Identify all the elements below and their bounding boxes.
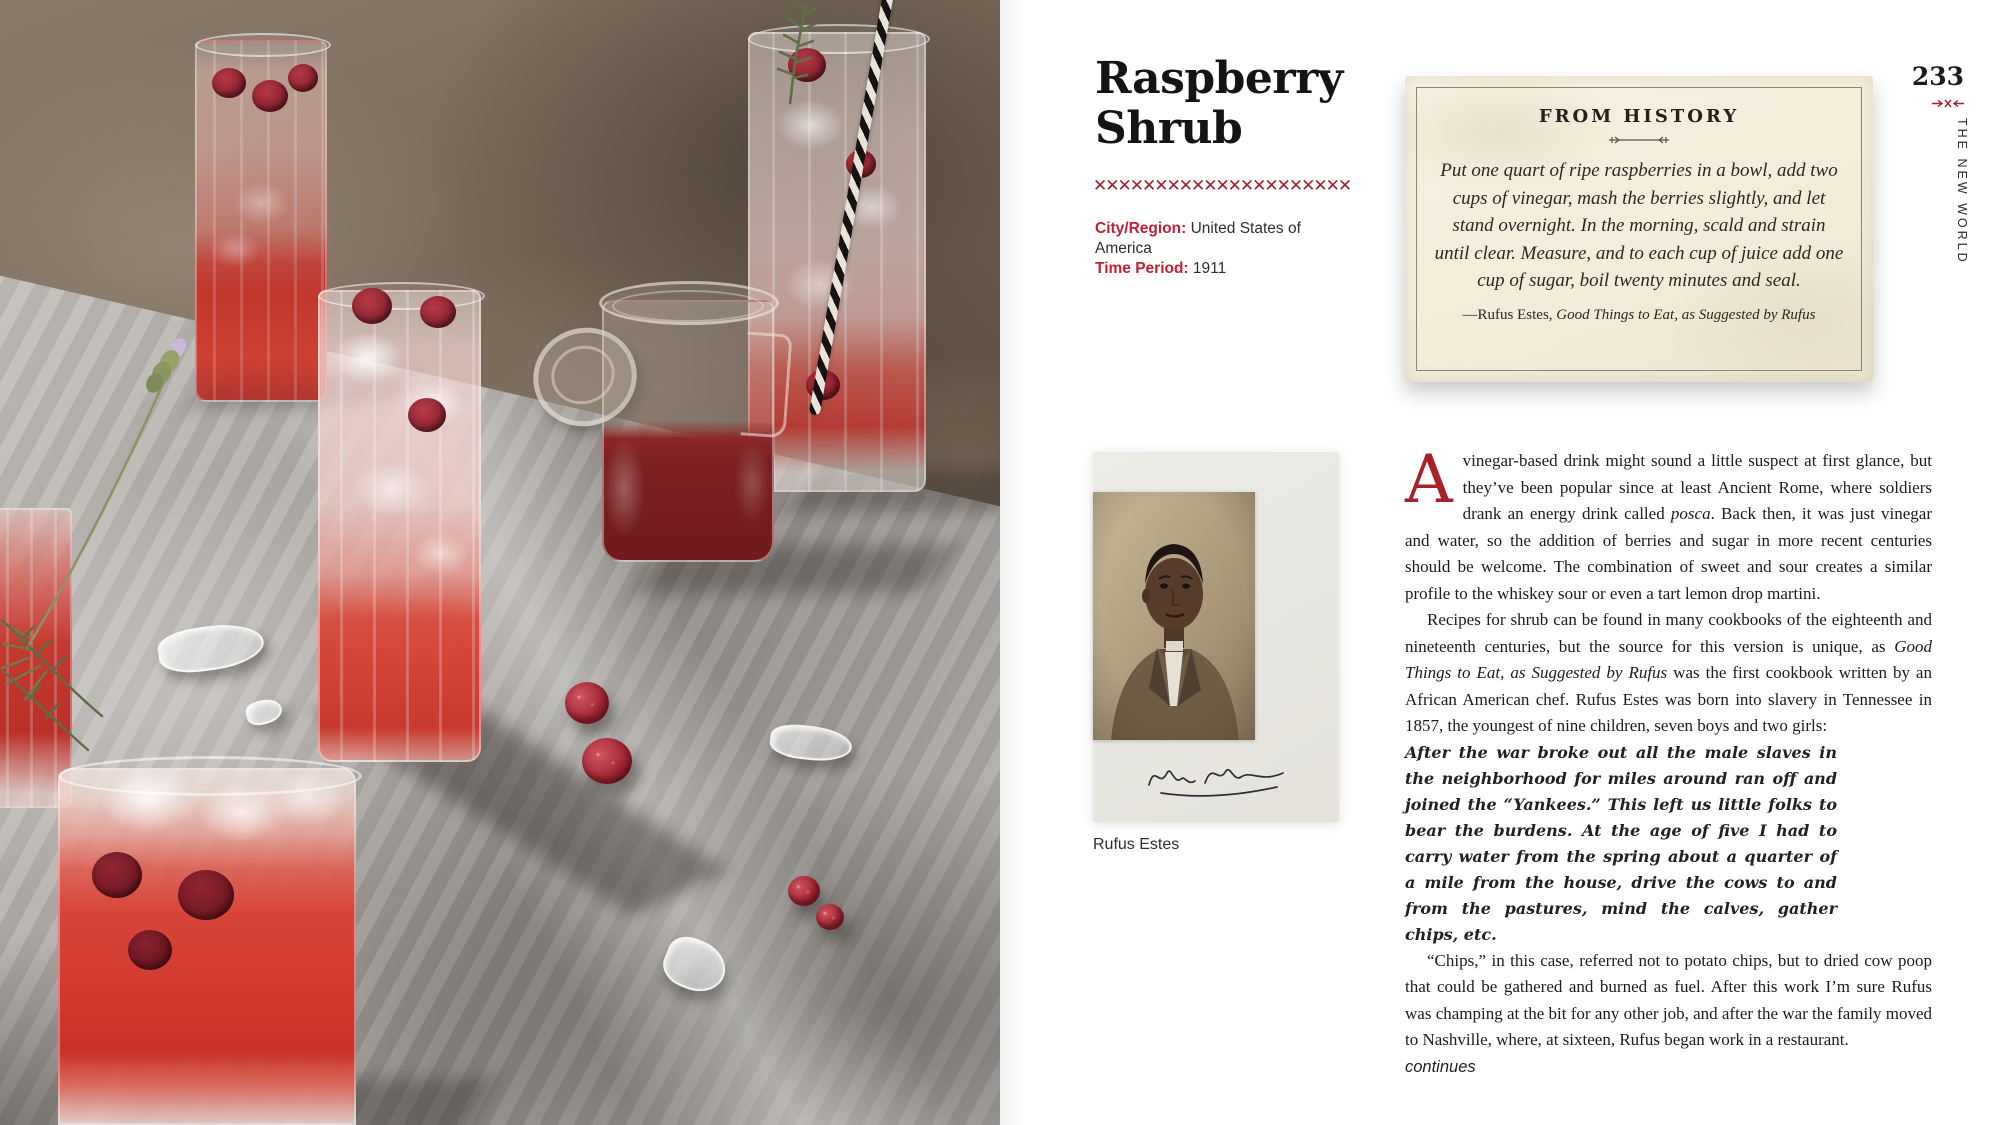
portrait-figure	[1093, 452, 1339, 854]
paragraph-2: Recipes for shrub can be found in many cookbooks of the eighteenth and nineteenth centuries, but the source for this version is unique, as Good Things to Eat, as Suggested by Rufus was the first cookbook written by an African American chef. Rufus Estes was born into slavery in Tennessee in 1857, the youngest of nine children, seven boys and two girls:	[1405, 610, 1932, 735]
table-raspberry	[565, 682, 609, 724]
raspberry-in-glass	[128, 930, 172, 970]
raspberry-in-glass	[212, 68, 246, 98]
lavender-leaves	[0, 600, 110, 780]
raspberry-in-glass	[252, 80, 288, 112]
divider-ornament-icon	[1607, 134, 1671, 146]
glass-rim	[195, 33, 331, 57]
table-raspberry	[582, 738, 632, 784]
table-raspberry	[816, 904, 844, 930]
page-number: 233	[1911, 62, 1964, 91]
raspberry-in-glass	[288, 64, 318, 92]
rufus-estes-portrait	[1093, 492, 1255, 740]
raspberry-in-glass	[352, 288, 392, 324]
portrait-caption: Rufus Estes	[1093, 836, 1180, 853]
region-value: United States of America	[1095, 220, 1301, 257]
jar-clamp-wire	[740, 332, 792, 439]
period-label: Time Period:	[1095, 260, 1189, 277]
history-card-title: FROM HISTORY	[1538, 106, 1740, 127]
memoir-block-quote: After the war broke out all the male slaves in the neighborhood for miles around ran off and joined the “Yankees.” This left us little folks to bear the burdens. At the age of five I had to carry water from the spring about a quarter of a mile from the house, drive the cows to and from the pastures, mind the calves, gather chips, etc.	[1405, 742, 1837, 944]
continues-note: continues	[1405, 1057, 1476, 1076]
recipe-page	[1000, 0, 2000, 1125]
page-title: Raspberry Shrub	[1095, 53, 1343, 154]
table-raspberry	[788, 876, 820, 906]
region-line	[1095, 219, 1355, 259]
paragraph-3: “Chips,” in this case, referred not to potato chips, but to dried cow poop that could be gathered and burned as fuel. After this work I’m sure Rufus was champing at the bit for any other job, and after the war the family moved to Nashville, where, at sixteen, Rufus began work in a restaurant.	[1405, 950, 1932, 1049]
raspberry-in-glass	[408, 398, 446, 432]
cross-stitch-ornament-icon: ✕✕✕✕✕✕✕✕✕✕✕✕✕✕✕✕✕✕✕✕✕	[1093, 176, 1351, 196]
period-value: 1911	[1192, 260, 1227, 277]
paragraph-1	[1405, 441, 1933, 607]
historical-recipe-quote: Put one quart of ripe raspberries in a bowl, add two cups of vinegar, mash the berries slightly, and let stand overnight. In the morning, scald and strain until clear. Measure, and to each cup of juice add one cup of sugar, boil twenty minutes and seal.	[1434, 160, 1844, 291]
jar-rim-inner	[612, 290, 764, 322]
region-label: City/Region:	[1095, 220, 1187, 237]
portrait-card	[1093, 452, 1339, 822]
glass-rim	[318, 282, 485, 310]
recipe-meta	[1095, 219, 1355, 279]
rufus-estes-signature	[1141, 755, 1291, 801]
article-body	[1405, 441, 1933, 1080]
quote-attribution: —Rufus Estes, Good Things to Eat, as Suggested by Rufus	[1462, 306, 1816, 323]
chapter-label: THE NEW WORLD	[1955, 118, 1969, 265]
period-line	[1095, 259, 1355, 279]
from-history-card	[1405, 76, 1873, 382]
rosemary-sprig	[730, 0, 850, 104]
rocks-glass-front	[58, 768, 356, 1125]
drop-cap: A	[1405, 441, 1453, 518]
tall-glass-center	[318, 290, 481, 762]
raspberry-in-glass	[178, 870, 234, 920]
page-ornament-icon	[1931, 98, 1965, 109]
paragraph-1-text: vinegar-based drink might sound a little suspect at first glance, but they’ve been popular since at least Ancient Rome, where soldiers drank an energy drink called posca. Back then, it was just vinegar and water, so the addition of berries and sugar in more recent centuries should be welcome. The combination of sweet and sour creates a similar profile to the whiskey sour or even a tart lemon drop martini.	[1405, 451, 1933, 603]
raspberry-in-glass	[420, 296, 456, 328]
raspberry-in-glass	[92, 852, 142, 898]
